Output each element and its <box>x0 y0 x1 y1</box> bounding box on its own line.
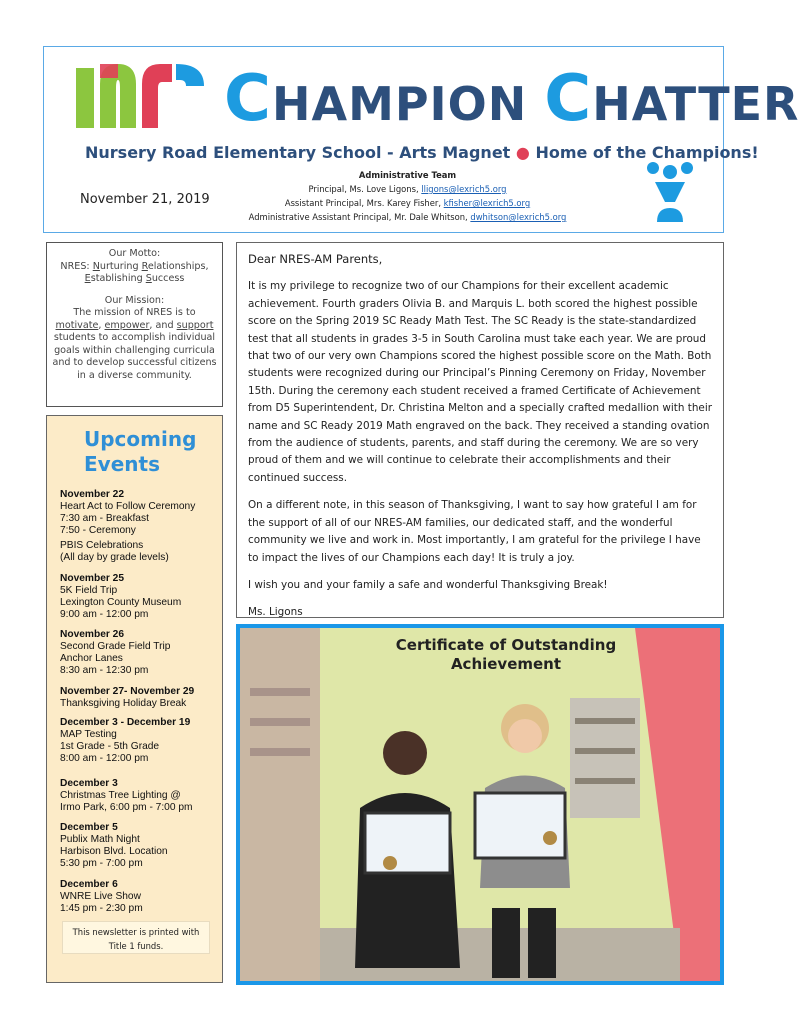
letter-paragraph-3: I wish you and your family a safe and wonderful Thanksgiving Break! <box>248 578 608 591</box>
student-photo <box>236 624 724 985</box>
photo-illustration <box>240 628 720 981</box>
mission-heading: Our Mission: <box>104 294 165 306</box>
admin-principal: Principal, Ms. Love Ligons, lligons@lexrich5.org <box>308 184 507 194</box>
event-item: December 6 WNRE Live Show 1:45 pm - 2:30 pm <box>60 879 143 914</box>
events-title: Upcoming Events <box>84 427 197 476</box>
event-item: PBIS Celebrations (All day by grade levels) <box>60 540 169 563</box>
event-item: December 3 - December 19 MAP Testing 1st Grade - 5th Grade 8:00 am - 12:00 pm <box>60 717 191 764</box>
newsletter-title: CHAMPION CHATTER <box>224 62 799 136</box>
assistant-principal-email-link[interactable]: kfisher@lexrich5.org <box>443 198 531 208</box>
certificate-caption: Certificate of Outstanding Achievement <box>395 636 617 673</box>
bullet-dot-icon: ● <box>515 143 530 162</box>
admin-heading: Administrative Team <box>358 170 457 180</box>
event-item: November 25 5K Field Trip Lexington County Museum 9:00 am - 12:00 pm <box>60 573 182 620</box>
event-item: November 26 Second Grade Field Trip Anchor Lanes 8:30 am - 12:30 pm <box>60 629 171 676</box>
title1-funding-note: This newsletter is printed with Title 1 funds. <box>62 921 210 954</box>
admin-assistant-principal: Assistant Principal, Mrs. Karey Fisher, kfisher@lexrich5.org <box>284 198 531 208</box>
event-item: November 22 Heart Act to Follow Ceremony 7:30 am - Breakfast 7:50 - Ceremony <box>60 489 196 536</box>
principal-email-link[interactable]: lligons@lexrich5.org <box>421 184 507 194</box>
champion-figure-icon <box>645 158 695 226</box>
event-item: December 3 Christmas Tree Lighting @ Irmo Park, 6:00 pm - 7:00 pm <box>60 778 193 813</box>
event-item: November 27- November 29 Thanksgiving Holiday Break <box>60 686 195 709</box>
principal-letter <box>236 242 724 618</box>
nr-logo <box>76 60 206 128</box>
letter-paragraph-2: On a different note, in this season of Thanksgiving, I want to say how grateful I am for the support of all of our NRES-AM families, our dedicated staff, and the wonderful community we live and work in. Most importantly, I am grateful for the privilege I have to impact the lives of our Champions each day! It is truly a joy. <box>248 499 701 564</box>
letter-paragraph-1: It is my privilege to recognize two of our Champions for their excellent academic achievement. Fourth graders Olivia B. and Marquis L. both scored the highest possible score on the Spring 2019 SC Ready Math Test. The SC Ready is the state-standardized test that all students in grades 3-5 in South Carolina must take each year. We are proud that two of our very own Champions scored the highest possible score on the Math. Both students were recognized during our Principal’s Pinning Ceremony on Friday, November 15th. During the ceremony each student received a framed Certificate of Achievement from D5 Superintendent, Dr. Christina Melton and a specially crafted medallion with their name and SC Ready 2019 Math engraved on the back. They received a standing ovation from the audience of students, parents, and staff during the ceremony. We are so very proud of them and we will continue to celebrate their accomplishments and their continued success. <box>248 280 712 484</box>
letter-signature: Ms. Ligons <box>248 606 303 619</box>
admin-administrative-assistant: Administrative Assistant Principal, Mr. Dale Whitson, dwhitson@lexrich5.org <box>248 212 567 222</box>
letter-salutation: Dear NRES-AM Parents, <box>248 252 383 266</box>
administrative-team <box>240 168 575 224</box>
issue-date: November 21, 2019 <box>80 192 210 207</box>
motto-heading: Our Motto: <box>108 248 161 259</box>
motto-mission-box: Our Motto: NRES: Nurturing Relationships, Establishing Success Our Mission: The mission of NRES is to motivate, empower, and support students to accomplish individual goals within challenging curricula and to develop successful citizens in a diverse community. <box>46 242 223 407</box>
school-subtitle: Nursery Road Elementary School - Arts Magnet ● Home of the Champions! <box>85 143 759 162</box>
admin-assistant-email-link[interactable]: dwhitson@lexrich5.org <box>470 212 567 222</box>
event-item: December 5 Publix Math Night Harbison Blvd. Location 5:30 pm - 7:00 pm <box>60 822 168 869</box>
